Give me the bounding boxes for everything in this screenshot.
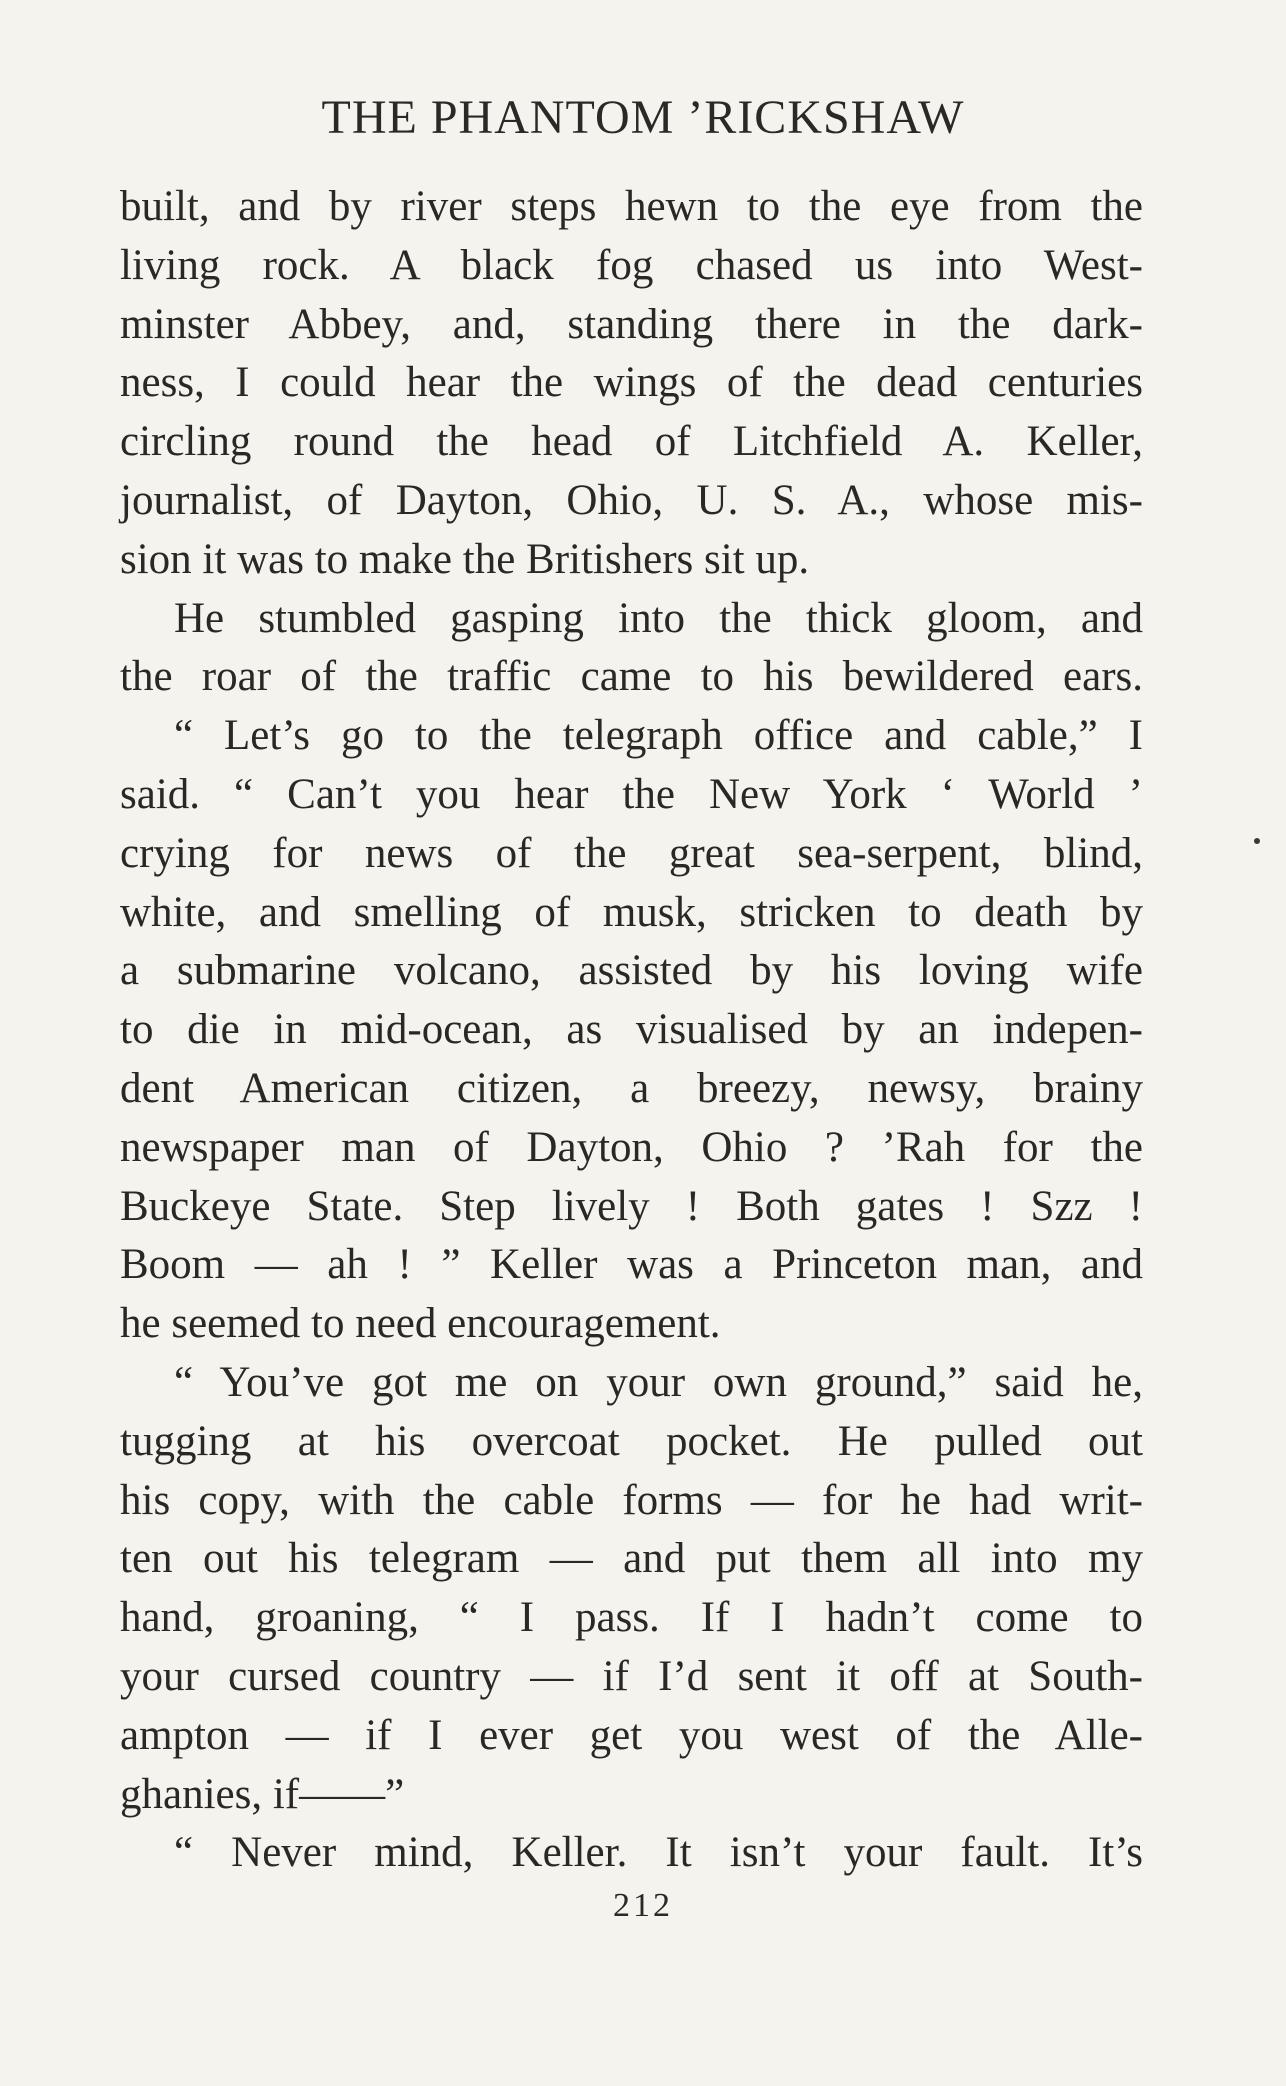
text-line: “ Never mind, Keller. It isn’t your fault. It’s	[174, 1829, 1143, 1877]
text-line: He stumbled gasping into the thick gloom, and	[174, 594, 1143, 642]
text-line: circling round the head of Litchfield A. Keller,	[120, 418, 1143, 466]
text-line: newspaper man of Dayton, Ohio ? ’Rah for the	[120, 1123, 1143, 1171]
text-line: ghanies, if——”	[120, 1770, 405, 1818]
text-line: Buckeye State. Step lively ! Both gates ! Szz !	[120, 1182, 1143, 1230]
text-line: ten out his telegram — and put them all into my	[120, 1535, 1143, 1583]
text-line: he seemed to need encouragement.	[120, 1300, 721, 1348]
text-line: white, and smelling of musk, stricken to death by	[120, 888, 1143, 936]
text-line: ampton — if I ever get you west of the Alle-	[120, 1711, 1143, 1759]
text-line: the roar of the traffic came to his bewildered ears.	[120, 653, 1143, 701]
text-line: crying for news of the great sea-serpent, blind,	[120, 829, 1143, 877]
text-line: journalist, of Dayton, Ohio, U. S. A., whose mis-	[120, 476, 1143, 524]
text-line: a submarine volcano, assisted by his loving wife	[120, 947, 1143, 995]
body-text	[120, 178, 1143, 1883]
text-line: ness, I could hear the wings of the dead centuries	[120, 359, 1143, 407]
text-line: Boom — ah ! ” Keller was a Princeton man, and	[120, 1241, 1143, 1289]
text-line: said. “ Can’t you hear the New York ‘ World ’	[120, 770, 1143, 818]
text-line: “ You’ve got me on your own ground,” said he,	[174, 1358, 1143, 1406]
text-line: hand, groaning, “ I pass. If I hadn’t come to	[120, 1594, 1143, 1642]
text-line: minster Abbey, and, standing there in the dark-	[120, 300, 1143, 348]
text-line: “ Let’s go to the telegraph office and cable,” I	[174, 712, 1143, 760]
text-line: his copy, with the cable forms — for he had writ-	[120, 1476, 1143, 1524]
text-line: your cursed country — if I’d sent it off at South-	[120, 1652, 1143, 1700]
ink-speck	[1254, 838, 1260, 844]
text-line: living rock. A black fog chased us into West-	[120, 241, 1143, 289]
text-line: sion it was to make the Britishers sit up.	[120, 535, 810, 583]
running-head: THE PHANTOM ’RICKSHAW	[321, 91, 965, 144]
text-line: tugging at his overcoat pocket. He pulled out	[120, 1417, 1143, 1465]
text-line: dent American citizen, a breezy, newsy, brainy	[120, 1064, 1143, 1112]
page-number: 212	[613, 1887, 673, 1924]
text-line: built, and by river steps hewn to the eye from the	[120, 183, 1143, 230]
text-line: to die in mid-ocean, as visualised by an indepen-	[120, 1006, 1143, 1054]
